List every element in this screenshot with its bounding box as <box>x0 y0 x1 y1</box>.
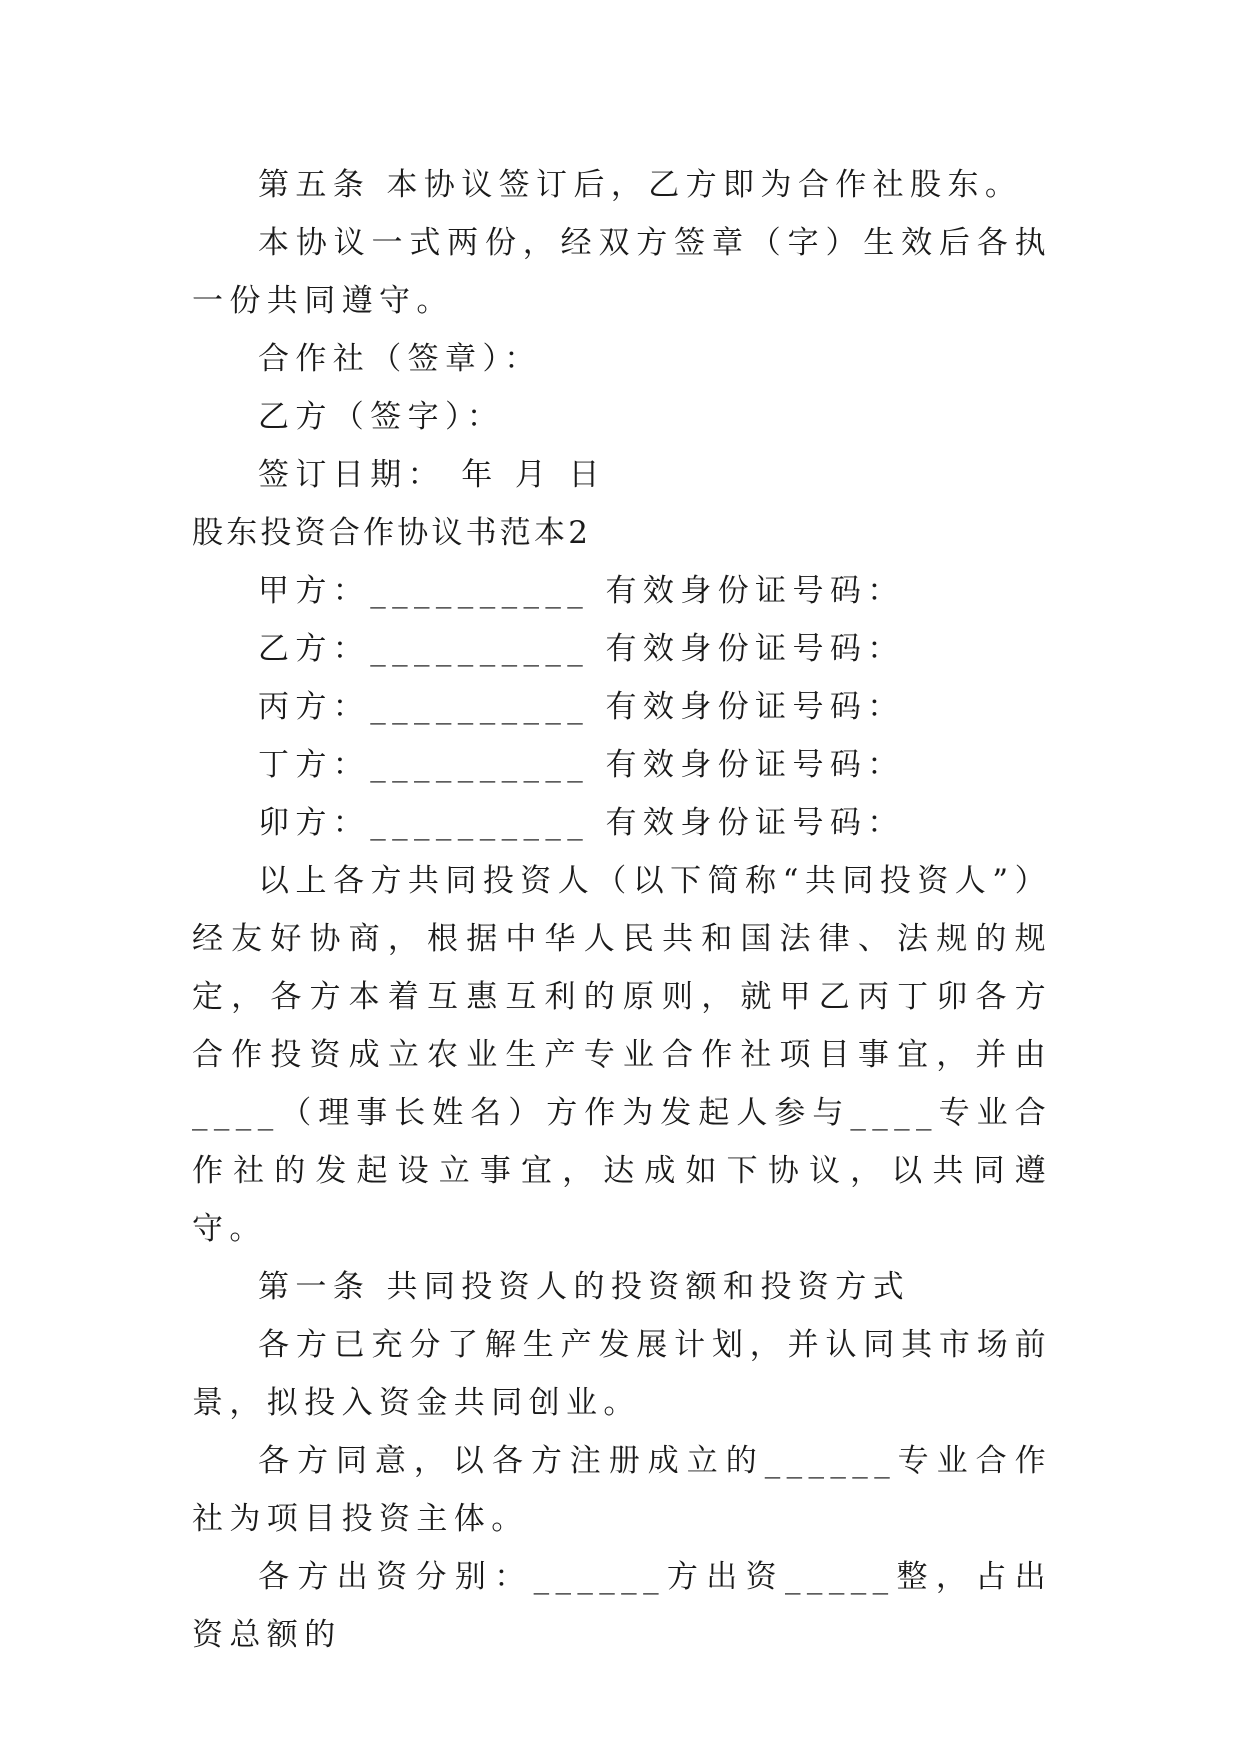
contribution-paragraph: 各方出资分别：______方出资_____整，占出资总额的 <box>192 1559 1052 1653</box>
party-d-line: 丁方：__________ 有效身份证号码： <box>258 747 905 783</box>
article-5-paragraph: 第五条 本协议签订后，乙方即为合作社股东。 <box>258 167 1023 203</box>
investment-entity-paragraph: 各方同意，以各方注册成立的______专业合作社为项目投资主体。 <box>192 1443 1052 1537</box>
party-c-line: 丙方：__________ 有效身份证号码： <box>258 689 905 725</box>
party-b-line: 乙方：__________ 有效身份证号码： <box>258 631 905 667</box>
party-b-signature-line: 乙方（签字）： <box>258 399 505 435</box>
document-body <box>192 156 1052 1664</box>
cooperative-signature-line: 合作社（签章）： <box>258 341 542 377</box>
party-a-line: 甲方：__________ 有效身份证号码： <box>258 573 905 609</box>
signing-date-line: 签订日期： 年 月 日 <box>258 457 606 493</box>
investment-intent-paragraph: 各方已充分了解生产发展计划，并认同其市场前景，拟投入资金共同创业。 <box>192 1327 1052 1421</box>
party-e-line: 卯方：__________ 有效身份证号码： <box>258 805 905 841</box>
template-2-heading: 股东投资合作协议书范本2 <box>192 515 592 551</box>
preamble-paragraph: 以上各方共同投资人（以下简称“共同投资人”）经友好协商，根据中华人民共和国法律、法规的规定，各方本着互惠互利的原则，就甲乙丙丁卯各方合作投资成立农业生产专业合作社项目事宜，并由____（理事长姓名）方作为发起人参与____专业合作社的发起设立事宜，达成如下协议，以共同遵守。 <box>192 863 1052 1247</box>
copies-clause-paragraph: 本协议一式两份，经双方签章（字）生效后各执一份共同遵守。 <box>192 225 1052 319</box>
article-1-heading: 第一条 共同投资人的投资额和投资方式 <box>258 1269 911 1305</box>
